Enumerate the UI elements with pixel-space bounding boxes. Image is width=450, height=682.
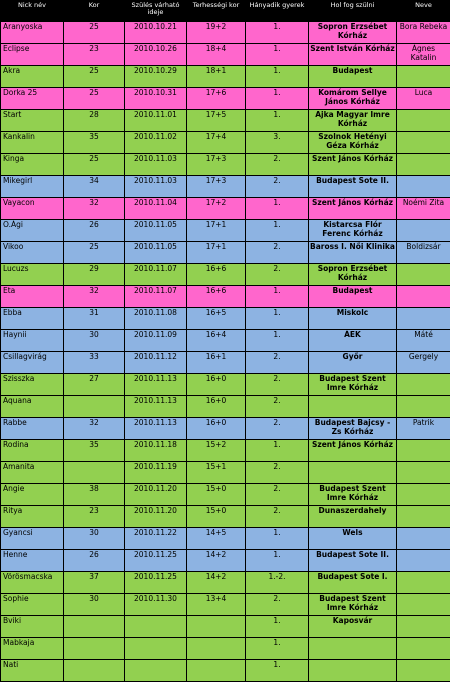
cell-nick[interactable]: Ritya xyxy=(1,506,64,528)
cell-hospital[interactable]: Szolnok Hetényi Géza Kórház xyxy=(309,132,397,154)
table-row xyxy=(1,594,450,616)
cell-pregnancy-week[interactable]: 17+1 xyxy=(187,220,246,242)
cell-hospital[interactable]: Budapest Bajcsy - Zs Kórház xyxy=(309,418,397,440)
cell-nick[interactable]: Henne xyxy=(1,550,64,572)
cell-kor[interactable]: 30 xyxy=(64,330,125,352)
cell-nick[interactable]: Mikegirl xyxy=(1,176,64,198)
cell-hospital[interactable]: Ajka Magyar Imre Kórház xyxy=(309,110,397,132)
cell-nick[interactable]: Haynii xyxy=(1,330,64,352)
cell-pregnancy-week[interactable]: 16+0 xyxy=(187,374,246,396)
cell-kor[interactable]: 26 xyxy=(64,220,125,242)
cell-kor[interactable]: 35 xyxy=(64,132,125,154)
cell-due-date[interactable]: 2010.11.09 xyxy=(125,330,187,352)
cell-child-number[interactable]: 2. xyxy=(246,374,309,396)
cell-child-number[interactable]: 1. xyxy=(246,440,309,462)
cell-nick[interactable]: Vayacon xyxy=(1,198,64,220)
cell-baby-name[interactable] xyxy=(397,110,450,132)
cell-nick[interactable]: Vikoo xyxy=(1,242,64,264)
cell-hospital[interactable]: Kaposvár xyxy=(309,616,397,638)
cell-nick[interactable]: Vörösmacska xyxy=(1,572,64,594)
cell-pregnancy-week[interactable]: 14+2 xyxy=(187,550,246,572)
cell-due-date[interactable]: 2010.11.02 xyxy=(125,132,187,154)
cell-pregnancy-week[interactable]: 15+0 xyxy=(187,484,246,506)
cell-baby-name[interactable] xyxy=(397,264,450,286)
table-row xyxy=(1,198,450,220)
table-row xyxy=(1,418,450,440)
cell-due-date[interactable]: 2010.11.05 xyxy=(125,242,187,264)
cell-kor[interactable]: 38 xyxy=(64,484,125,506)
cell-baby-name[interactable]: Máté xyxy=(397,330,450,352)
cell-baby-name[interactable]: Gergely xyxy=(397,352,450,374)
cell-baby-name[interactable] xyxy=(397,396,450,418)
cell-nick[interactable]: Sophie xyxy=(1,594,64,616)
cell-child-number[interactable]: 1. xyxy=(246,110,309,132)
cell-pregnancy-week[interactable] xyxy=(187,660,246,682)
cell-baby-name[interactable] xyxy=(397,638,450,660)
cell-due-date[interactable]: 2010.10.21 xyxy=(125,22,187,44)
cell-nick[interactable]: Aranyoska xyxy=(1,22,64,44)
cell-kor[interactable] xyxy=(64,462,125,484)
cell-hospital[interactable]: Budapest Szent Imre Kórház xyxy=(309,374,397,396)
cell-due-date[interactable]: 2010.11.13 xyxy=(125,396,187,418)
cell-due-date[interactable]: 2010.11.07 xyxy=(125,286,187,308)
table-row xyxy=(1,44,450,66)
cell-hospital[interactable]: Miskolc xyxy=(309,308,397,330)
table-row xyxy=(1,462,450,484)
cell-hospital[interactable] xyxy=(309,462,397,484)
cell-due-date[interactable]: 2010.11.18 xyxy=(125,440,187,462)
cell-kor[interactable] xyxy=(64,660,125,682)
cell-nick[interactable]: Ebba xyxy=(1,308,64,330)
cell-baby-name[interactable] xyxy=(397,440,450,462)
table-row xyxy=(1,66,450,88)
table-row xyxy=(1,88,450,110)
cell-nick[interactable]: Rodina xyxy=(1,440,64,462)
cell-baby-name[interactable] xyxy=(397,462,450,484)
cell-pregnancy-week[interactable]: 18+1 xyxy=(187,66,246,88)
cell-due-date[interactable]: 2010.11.13 xyxy=(125,374,187,396)
cell-nick[interactable]: Bviki xyxy=(1,616,64,638)
cell-hospital[interactable]: Budapest Sote I. xyxy=(309,572,397,594)
cell-hospital[interactable]: ÁEK xyxy=(309,330,397,352)
cell-kor[interactable]: 32 xyxy=(64,198,125,220)
cell-child-number[interactable]: 1. xyxy=(246,88,309,110)
cell-child-number[interactable]: 2. xyxy=(246,594,309,616)
table-row xyxy=(1,484,450,506)
cell-hospital[interactable]: Budapest xyxy=(309,286,397,308)
cell-due-date[interactable]: 2010.11.25 xyxy=(125,572,187,594)
cell-due-date[interactable]: 2010.10.31 xyxy=(125,88,187,110)
table-row xyxy=(1,22,450,44)
cell-nick[interactable]: Eta xyxy=(1,286,64,308)
cell-child-number[interactable]: 2. xyxy=(246,506,309,528)
cell-due-date[interactable]: 2010.11.20 xyxy=(125,506,187,528)
cell-hospital[interactable]: Budapest Szent Imre Kórház xyxy=(309,594,397,616)
cell-due-date[interactable]: 2010.11.25 xyxy=(125,550,187,572)
table-row xyxy=(1,638,450,660)
cell-child-number[interactable]: 2. xyxy=(246,462,309,484)
cell-baby-name[interactable] xyxy=(397,308,450,330)
cell-hospital[interactable]: Szent János Kórház xyxy=(309,440,397,462)
cell-child-number[interactable]: 1. xyxy=(246,660,309,682)
cell-nick[interactable]: Rabbe xyxy=(1,418,64,440)
cell-baby-name[interactable]: Patrik xyxy=(397,418,450,440)
cell-hospital[interactable] xyxy=(309,660,397,682)
cell-nick[interactable]: Szisszka xyxy=(1,374,64,396)
table-row xyxy=(1,660,450,682)
cell-hospital[interactable]: Sopron Erzsébet Kórház xyxy=(309,22,397,44)
cell-pregnancy-week[interactable]: 17+4 xyxy=(187,132,246,154)
cell-baby-name[interactable] xyxy=(397,506,450,528)
cell-baby-name[interactable] xyxy=(397,66,450,88)
cell-kor[interactable]: 34 xyxy=(64,176,125,198)
cell-due-date[interactable]: 2010.11.08 xyxy=(125,308,187,330)
cell-pregnancy-week[interactable] xyxy=(187,638,246,660)
cell-hospital[interactable] xyxy=(309,638,397,660)
cell-nick[interactable]: O.Ági xyxy=(1,220,64,242)
cell-kor[interactable]: 30 xyxy=(64,594,125,616)
cell-hospital[interactable]: Szent János Kórház xyxy=(309,154,397,176)
cell-baby-name[interactable] xyxy=(397,220,450,242)
cell-hospital[interactable]: Wels xyxy=(309,528,397,550)
cell-pregnancy-week[interactable]: 19+2 xyxy=(187,22,246,44)
cell-child-number[interactable]: 1. xyxy=(246,638,309,660)
cell-baby-name[interactable] xyxy=(397,550,450,572)
table-row xyxy=(1,308,450,330)
cell-baby-name[interactable] xyxy=(397,572,450,594)
cell-pregnancy-week[interactable]: 18+4 xyxy=(187,44,246,66)
cell-kor[interactable]: 25 xyxy=(64,88,125,110)
cell-pregnancy-week[interactable] xyxy=(187,616,246,638)
table-row xyxy=(1,396,450,418)
cell-pregnancy-week[interactable]: 16+5 xyxy=(187,308,246,330)
cell-kor[interactable]: 23 xyxy=(64,506,125,528)
cell-hospital[interactable] xyxy=(309,396,397,418)
cell-child-number[interactable]: 2. xyxy=(246,396,309,418)
table-row xyxy=(1,528,450,550)
cell-pregnancy-week[interactable]: 16+0 xyxy=(187,418,246,440)
table-row xyxy=(1,550,450,572)
cell-due-date[interactable]: 2010.11.12 xyxy=(125,352,187,374)
cell-nick[interactable]: Eclipse xyxy=(1,44,64,66)
table-row xyxy=(1,176,450,198)
cell-kor[interactable]: 33 xyxy=(64,352,125,374)
cell-nick[interactable]: Nati xyxy=(1,660,64,682)
cell-due-date[interactable]: 2010.11.03 xyxy=(125,176,187,198)
cell-pregnancy-week[interactable]: 14+2 xyxy=(187,572,246,594)
table-row xyxy=(1,374,450,396)
cell-baby-name[interactable] xyxy=(397,528,450,550)
cell-kor[interactable]: 32 xyxy=(64,286,125,308)
cell-hospital[interactable]: Budapest Szent Imre Kórház xyxy=(309,484,397,506)
cell-due-date[interactable]: 2010.11.03 xyxy=(125,154,187,176)
cell-child-number[interactable]: 2. xyxy=(246,154,309,176)
column-header-terhessegi-kor[interactable]: Terhességi kor xyxy=(187,1,246,22)
column-header-hanyadik[interactable]: Hányadik gyerek xyxy=(246,1,309,22)
cell-due-date[interactable]: 2010.11.01 xyxy=(125,110,187,132)
cell-baby-name[interactable] xyxy=(397,616,450,638)
cell-hospital[interactable]: Budapest Sote II. xyxy=(309,176,397,198)
cell-kor[interactable]: 27 xyxy=(64,374,125,396)
cell-kor[interactable]: 28 xyxy=(64,110,125,132)
table-row xyxy=(1,352,450,374)
table-row xyxy=(1,440,450,462)
table-row xyxy=(1,264,450,286)
cell-pregnancy-week[interactable]: 17+2 xyxy=(187,198,246,220)
cell-kor[interactable]: 25 xyxy=(64,154,125,176)
cell-nick[interactable]: Dorka 25 xyxy=(1,88,64,110)
cell-hospital[interactable]: Szent István Kórház xyxy=(309,44,397,66)
cell-kor[interactable]: 31 xyxy=(64,308,125,330)
cell-pregnancy-week[interactable]: 14+5 xyxy=(187,528,246,550)
cell-hospital[interactable]: Baross I. Női Klinika xyxy=(309,242,397,264)
cell-kor[interactable]: 35 xyxy=(64,440,125,462)
cell-nick[interactable]: Kinga xyxy=(1,154,64,176)
table-body xyxy=(1,22,450,682)
cell-child-number[interactable]: 1. xyxy=(246,308,309,330)
cell-nick[interactable]: Lucuzs xyxy=(1,264,64,286)
table-row xyxy=(1,506,450,528)
cell-child-number[interactable]: 1. xyxy=(246,528,309,550)
cell-child-number[interactable]: 1.-2. xyxy=(246,572,309,594)
cell-child-number[interactable]: 2. xyxy=(246,418,309,440)
cell-nick[interactable]: Amanita xyxy=(1,462,64,484)
cell-baby-name[interactable] xyxy=(397,660,450,682)
cell-kor[interactable]: 26 xyxy=(64,550,125,572)
cell-hospital[interactable]: Budapest xyxy=(309,66,397,88)
cell-pregnancy-week[interactable]: 15+0 xyxy=(187,506,246,528)
cell-baby-name[interactable] xyxy=(397,154,450,176)
cell-child-number[interactable]: 2. xyxy=(246,352,309,374)
cell-pregnancy-week[interactable]: 13+4 xyxy=(187,594,246,616)
cell-hospital[interactable]: Sopron Erzsébet Kórház xyxy=(309,264,397,286)
cell-pregnancy-week[interactable]: 16+4 xyxy=(187,330,246,352)
cell-kor[interactable]: 37 xyxy=(64,572,125,594)
cell-hospital[interactable]: Budapest Sote II. xyxy=(309,550,397,572)
table-row xyxy=(1,132,450,154)
cell-child-number[interactable]: 1. xyxy=(246,22,309,44)
cell-kor[interactable]: 25 xyxy=(64,66,125,88)
cell-kor[interactable] xyxy=(64,616,125,638)
cell-baby-name[interactable]: Ágnes Katalin xyxy=(397,44,450,66)
table-row xyxy=(1,220,450,242)
cell-child-number[interactable]: 1. xyxy=(246,330,309,352)
cell-child-number[interactable]: 3. xyxy=(246,132,309,154)
cell-child-number[interactable]: 2. xyxy=(246,264,309,286)
cell-baby-name[interactable]: Noémi Zita xyxy=(397,198,450,220)
cell-due-date[interactable]: 2010.11.20 xyxy=(125,484,187,506)
column-header-nick[interactable]: Nick név xyxy=(1,1,64,22)
cell-due-date[interactable]: 2010.11.13 xyxy=(125,418,187,440)
cell-due-date[interactable]: 2010.10.26 xyxy=(125,44,187,66)
cell-baby-name[interactable] xyxy=(397,286,450,308)
column-header-date[interactable]: Szülés várható ideje xyxy=(125,1,187,22)
cell-pregnancy-week[interactable]: 16+0 xyxy=(187,396,246,418)
cell-due-date[interactable] xyxy=(125,638,187,660)
cell-kor[interactable] xyxy=(64,638,125,660)
cell-child-number[interactable]: 2. xyxy=(246,176,309,198)
table-row xyxy=(1,286,450,308)
cell-due-date[interactable] xyxy=(125,616,187,638)
cell-kor[interactable]: 32 xyxy=(64,418,125,440)
cell-kor[interactable]: 23 xyxy=(64,44,125,66)
cell-nick[interactable]: Aquana xyxy=(1,396,64,418)
cell-nick[interactable]: Mabkaja xyxy=(1,638,64,660)
column-header-neve[interactable]: Neve xyxy=(397,1,450,22)
cell-pregnancy-week[interactable]: 17+3 xyxy=(187,176,246,198)
cell-child-number[interactable]: 1. xyxy=(246,616,309,638)
cell-due-date[interactable]: 2010.11.30 xyxy=(125,594,187,616)
cell-kor[interactable]: 25 xyxy=(64,22,125,44)
cell-hospital[interactable]: Dunaszerdahely xyxy=(309,506,397,528)
table-row xyxy=(1,330,450,352)
cell-due-date[interactable]: 2010.11.04 xyxy=(125,198,187,220)
cell-nick[interactable]: Gyancsi xyxy=(1,528,64,550)
cell-nick[interactable]: Kankalin xyxy=(1,132,64,154)
header-row xyxy=(1,1,450,22)
cell-due-date[interactable]: 2010.11.19 xyxy=(125,462,187,484)
cell-nick[interactable]: Csillagvirág xyxy=(1,352,64,374)
column-header-hol[interactable]: Hol fog szülni xyxy=(309,1,397,22)
cell-due-date[interactable]: 2010.11.07 xyxy=(125,264,187,286)
cell-due-date[interactable]: 2010.10.29 xyxy=(125,66,187,88)
cell-pregnancy-week[interactable]: 15+2 xyxy=(187,440,246,462)
cell-pregnancy-week[interactable]: 17+5 xyxy=(187,110,246,132)
table-row xyxy=(1,616,450,638)
cell-baby-name[interactable]: Bora Rebeka xyxy=(397,22,450,44)
cell-baby-name[interactable] xyxy=(397,176,450,198)
cell-nick[interactable]: Akra xyxy=(1,66,64,88)
cell-kor[interactable]: 25 xyxy=(64,242,125,264)
table-row xyxy=(1,110,450,132)
table-row xyxy=(1,572,450,594)
column-header-kor[interactable]: Kor xyxy=(64,1,125,22)
cell-pregnancy-week[interactable]: 16+6 xyxy=(187,286,246,308)
cell-pregnancy-week[interactable]: 17+6 xyxy=(187,88,246,110)
cell-kor[interactable]: 29 xyxy=(64,264,125,286)
cell-baby-name[interactable] xyxy=(397,374,450,396)
cell-due-date[interactable] xyxy=(125,660,187,682)
cell-child-number[interactable]: 1. xyxy=(246,66,309,88)
cell-baby-name[interactable] xyxy=(397,484,450,506)
cell-baby-name[interactable] xyxy=(397,132,450,154)
cell-pregnancy-week[interactable]: 17+3 xyxy=(187,154,246,176)
cell-due-date[interactable]: 2010.11.05 xyxy=(125,220,187,242)
cell-child-number[interactable]: 2. xyxy=(246,484,309,506)
cell-pregnancy-week[interactable]: 16+6 xyxy=(187,264,246,286)
cell-pregnancy-week[interactable]: 16+1 xyxy=(187,352,246,374)
cell-hospital[interactable]: Kistarcsa Flór Ferenc Kórház xyxy=(309,220,397,242)
cell-nick[interactable]: Start xyxy=(1,110,64,132)
cell-baby-name[interactable]: Boldizsár xyxy=(397,242,450,264)
cell-child-number[interactable]: 1. xyxy=(246,220,309,242)
table-row xyxy=(1,154,450,176)
cell-hospital[interactable]: Győr xyxy=(309,352,397,374)
cell-due-date[interactable]: 2010.11.22 xyxy=(125,528,187,550)
cell-baby-name[interactable]: Luca xyxy=(397,88,450,110)
cell-pregnancy-week[interactable]: 17+1 xyxy=(187,242,246,264)
cell-child-number[interactable]: 1. xyxy=(246,44,309,66)
cell-child-number[interactable]: 2. xyxy=(246,242,309,264)
cell-pregnancy-week[interactable]: 15+1 xyxy=(187,462,246,484)
cell-hospital[interactable]: Komárom Sellye János Kórház xyxy=(309,88,397,110)
cell-child-number[interactable]: 1. xyxy=(246,286,309,308)
table-row xyxy=(1,242,450,264)
cell-nick[interactable]: Angie xyxy=(1,484,64,506)
cell-kor[interactable]: 30 xyxy=(64,528,125,550)
cell-kor[interactable] xyxy=(64,396,125,418)
cell-hospital[interactable]: Szent János Kórház xyxy=(309,198,397,220)
cell-baby-name[interactable] xyxy=(397,594,450,616)
cell-child-number[interactable]: 1. xyxy=(246,550,309,572)
cell-child-number[interactable]: 1. xyxy=(246,198,309,220)
